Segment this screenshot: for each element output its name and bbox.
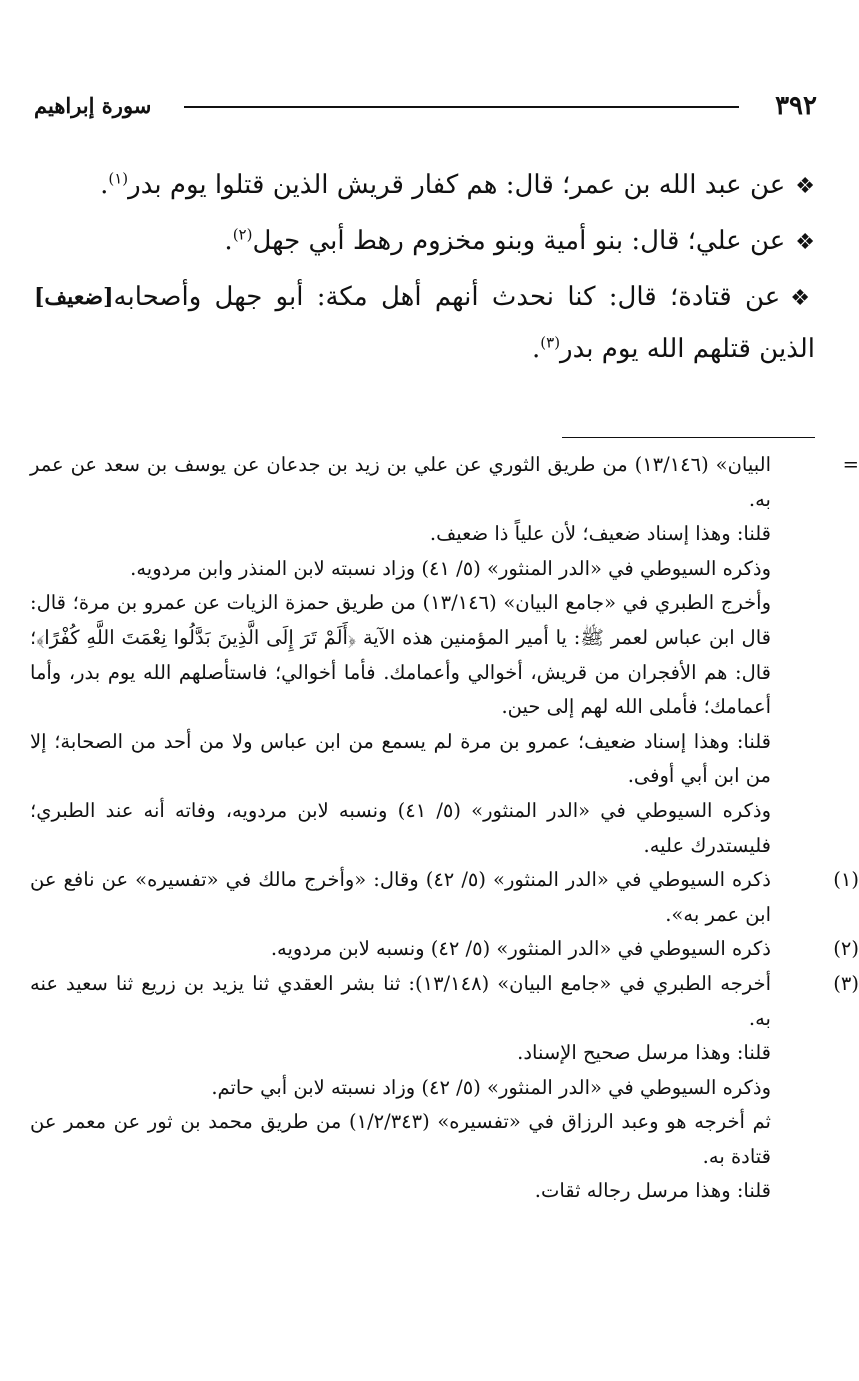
page-header (34, 88, 817, 124)
narration-end: . (100, 170, 109, 200)
page-number: ٣٩٢ (775, 91, 817, 121)
footnote-ref: (١) (108, 169, 129, 188)
narration-end: . (532, 334, 541, 364)
narration-end: . (224, 226, 233, 256)
footnote-text: البيان» (١٣/١٤٦) من طريق الثوري عن علي بن زيد بن جدعان عن يوسف بن سعد عن عمر به. (30, 453, 771, 511)
bullet-icon: ❖ (790, 286, 815, 311)
footnote-3 (30, 967, 859, 1036)
footnote-text: أخرجه الطبري في «جامع البيان» (١٣/١٤٨): ثنا بشر العقدي ثنا يزيد بن زريع ثنا سعيد عنه به. (30, 971, 771, 1030)
bullet-icon: ❖ (795, 174, 815, 199)
footnote-text: قلنا: وهذا مرسل رجاله ثقات. (534, 1179, 771, 1203)
footnote-text: ذكره السيوطي في «الدر المنثور» (٥/ ٤٢) وقال: «وأخرج مالك في «تفسيره» عن نافع عن ابن عمر به». (30, 868, 771, 926)
bullet-icon: ❖ (795, 230, 815, 255)
footnote-1 (30, 863, 859, 932)
footnote-text: ذكره السيوطي في «الدر المنثور» (٥/ ٤٢) ونسبه لابن مردويه. (270, 937, 771, 961)
continuation-marker: = (842, 453, 859, 476)
footnote-text: ثم أخرجه هو وعبد الرزاق في «تفسيره» (١/٢/٣٤٣) من طريق محمد بن ثور عن معمر عن قتادة به. (30, 1110, 771, 1168)
narrations (34, 160, 815, 378)
narration-3 (34, 272, 815, 374)
footnote-separator (562, 437, 815, 438)
surah-title: سورة إبراهيم (34, 93, 152, 118)
footnote-text: قلنا: وهذا إسناد ضعيف؛ لأن علياً ذا ضعيف. (429, 522, 771, 546)
footnotes (30, 448, 859, 1209)
footnote-continuation (30, 448, 859, 517)
narration-text: عن قتادة؛ قال: كنا نحدث أنهم أهل مكة: أبو جهل وأصحابه الذين قتلهم الله يوم بدر (113, 282, 815, 364)
footnote-ref: (٣) (540, 333, 561, 352)
footnote-text: قلنا: وهذا إسناد ضعيف؛ عمرو بن مرة لم يسمع من ابن عباس ولا من أحد من الصحابة؛ إلا من ابن أبي أوفى. (30, 729, 771, 788)
footnote-text: وأخرج الطبري في «جامع البيان» (١٣/١٤٦) من طريق حمزة الزيات عن عمرو بن مرة؛ قال: قال ابن عباس لعمر ﷺ: يا أمير المؤمنين هذه الآية ﴿أَلَمْ تَرَ إِلَى الَّذِينَ بَدَّلُوا نِعْمَتَ اللَّهِ كُفْرًا﴾؛ قال: هم الأفجران من قريش، أخوالي وأعمامك. فأما أخوالي؛ فاستأصلهم الله يوم بدر، وأما أعمامك؛ فأملى الله لهم إلى حين. (30, 591, 771, 719)
footnote-number: (٣) (833, 971, 859, 995)
narration-1 (34, 160, 815, 212)
narration-2 (34, 216, 815, 268)
footnote-ref: (٢) (232, 225, 253, 244)
footnote-text: وذكره السيوطي في «الدر المنثور» (٥/ ٤١) ونسبه لابن مردويه، وفاته أنه عند الطبري؛ فليستدرك عليه. (30, 798, 771, 857)
footnote-2 (30, 932, 859, 967)
footnote-text: وذكره السيوطي في «الدر المنثور» (٥/ ٤٢) وزاد نسبته لابن أبي حاتم. (211, 1075, 771, 1099)
footnote-number: (٢) (833, 937, 859, 961)
footnote-text: قلنا: وهذا مرسل صحيح الإسناد. (517, 1041, 771, 1065)
footnote-number: (١) (833, 868, 859, 892)
grade-label: [ضعيف] (34, 284, 114, 310)
header-rule (184, 106, 739, 108)
narration-text: عن علي؛ قال: بنو أمية وبنو مخزوم رهط أبي جهل (252, 226, 786, 256)
footnote-text: وذكره السيوطي في «الدر المنثور» (٥/ ٤١) وزاد نسبته لابن المنذر وابن مردويه. (130, 556, 771, 580)
narration-text: عن عبد الله بن عمر؛ قال: هم كفار قريش الذين قتلوا يوم بدر (128, 170, 786, 200)
